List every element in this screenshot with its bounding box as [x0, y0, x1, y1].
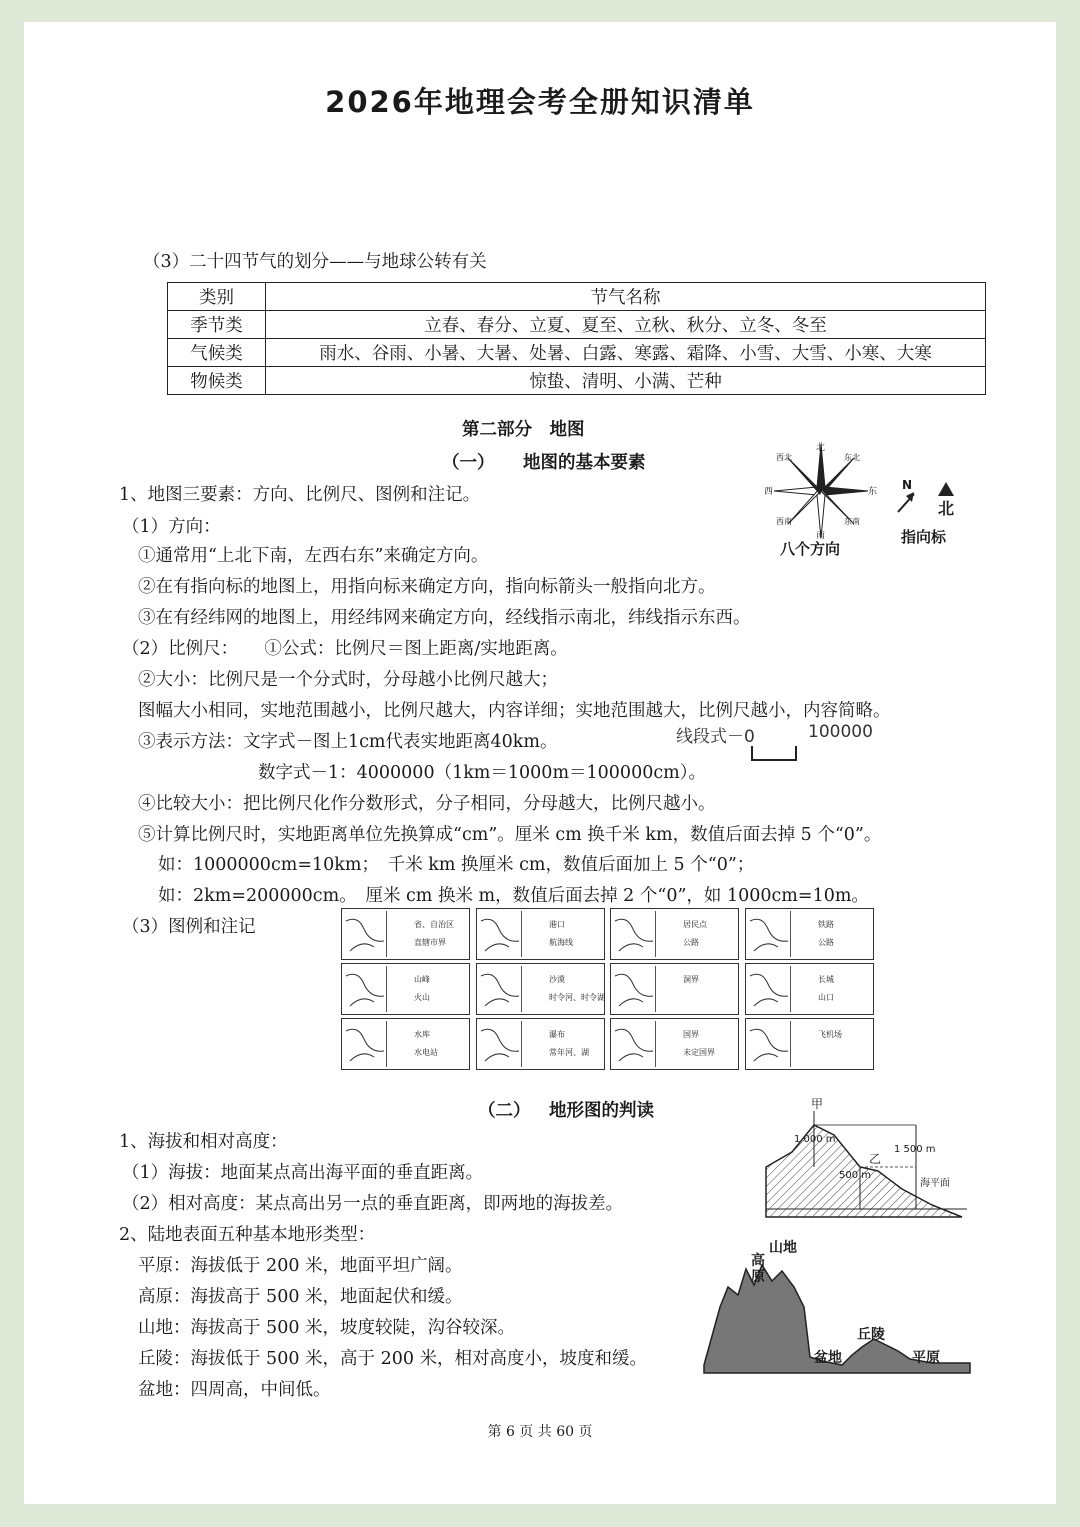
legend-label: 公路: [818, 938, 834, 947]
landform-gao: 高: [751, 1253, 765, 1269]
table-cell: 雨水、谷雨、小暑、大暑、处暑、白露、寒露、霜降、小雪、大雪、小寒、大寒: [266, 339, 986, 367]
legend-map-thumbnail: [748, 911, 791, 957]
legend-map-thumbnail: [748, 966, 791, 1012]
table-cell: 气候类: [168, 339, 266, 367]
height-1500: 1 500 m: [894, 1144, 936, 1155]
legend-map-thumbnail: [344, 966, 387, 1012]
north-arrow-icon: [894, 490, 918, 516]
compass-northwest: 西北: [776, 453, 792, 462]
legend-label: 长城: [818, 975, 834, 984]
text-line: （2）相对高度：某点高出另一点的垂直距离，即两地的海拔差。: [122, 1194, 624, 1214]
text-line: 丘陵：海拔低于 500 米，高于 200 米，相对高度小，坡度和缓。: [138, 1349, 648, 1369]
solar-terms-heading: （3）二十四节气的划分——与地球公转有关: [143, 252, 487, 272]
text-line: ③表示方法：文字式－图上1cm代表实地距离40km。: [138, 732, 558, 752]
text-line: 图幅大小相同，实地范围越小，比例尺越大，内容详细；实地范围越大，比例尺越小，内容简略。: [138, 701, 891, 721]
compass-southwest: 西南: [776, 517, 792, 526]
section-number: （二）: [478, 1101, 531, 1121]
landform-yuan: 原: [751, 1269, 765, 1285]
legend-map-thumbnail: [479, 911, 522, 957]
legend-label: 山峰: [414, 975, 430, 984]
legend-item: [476, 1018, 605, 1070]
solar-terms-table: [167, 282, 986, 395]
pointer-north: 北: [938, 499, 955, 518]
text-line: ⑤计算比例尺时，实地距离单位先换算成“cm”。厘米 cm 换千米 km，数值后面去掉 5 个“0”。: [138, 825, 882, 845]
scale-bar-label: 线段式－0: [676, 727, 755, 747]
legend-label: 航海线: [549, 938, 573, 947]
landform-pendi: 盆地: [814, 1350, 842, 1366]
legend-item: [341, 1018, 470, 1070]
legend-label: 时令河、时令湖: [549, 993, 605, 1002]
legend-item: [341, 963, 470, 1015]
legend-item: [610, 963, 739, 1015]
text-line: 如：2km=200000cm。 厘米 cm 换米 m，数值后面去掉 2 个“0”，如 1000cm=10m。: [158, 886, 869, 906]
table-cell: 惊蛰、清明、小满、芒种: [266, 367, 986, 395]
height-500: 500 m: [839, 1170, 872, 1181]
legend-label: 飞机场: [818, 1030, 842, 1039]
text-line: ①通常用“上北下南，左西右东”来确定方向。: [138, 546, 489, 566]
legend-label: 省、自治区: [414, 920, 454, 929]
text-line: （3）图例和注记: [122, 917, 256, 937]
document-page: [24, 22, 1056, 1504]
section-number: （一）: [442, 453, 495, 473]
height-1000: 1 000 m: [794, 1134, 836, 1145]
pointer-letter: N: [902, 478, 913, 492]
compass-caption: 八个方向: [780, 540, 841, 558]
table-cell: 物候类: [168, 367, 266, 395]
scale-bar-value: 100000: [808, 722, 873, 742]
legend-label: 水电站: [414, 1048, 438, 1057]
text-line: 山地：海拔高于 500 米，坡度较陡，沟谷较深。: [138, 1318, 516, 1338]
legend-map-thumbnail: [344, 911, 387, 957]
text-line: ②大小：比例尺是一个分式时，分母越小比例尺越大；: [138, 670, 558, 690]
legend-label: 居民点: [683, 920, 707, 929]
compass-south: 南: [816, 531, 826, 541]
legend-label: 未定国界: [683, 1048, 715, 1057]
section-title: 地图的基本要素: [523, 453, 646, 473]
table-row: [168, 339, 986, 367]
page-title: 2026年地理会考全册知识清单: [325, 85, 755, 119]
table-cell: 季节类: [168, 311, 266, 339]
legend-item: [745, 1018, 874, 1070]
legend-label: 常年河、湖: [549, 1048, 589, 1057]
table-header-cell: 类别: [168, 283, 266, 311]
text-line: 1、地图三要素：方向、比例尺、图例和注记。: [119, 485, 481, 505]
section-title: 地形图的判读: [549, 1101, 654, 1121]
landform-qiuling: 丘陵: [857, 1327, 885, 1343]
legend-item: [610, 1018, 739, 1070]
legend-label: 水库: [414, 1030, 430, 1039]
legend-label: 瀑布: [549, 1030, 565, 1039]
compass-east: 东: [868, 487, 878, 497]
text-line: ④比较大小：把比例尺化作分数形式，分子相同，分母越大，比例尺越小。: [138, 794, 716, 814]
legend-label: 国界: [683, 1030, 699, 1039]
legend-item: [745, 908, 874, 960]
legend-map-thumbnail: [479, 1021, 522, 1067]
text-line: 平原：海拔低于 200 米，地面平坦广阔。: [138, 1256, 463, 1276]
legend-label: 山口: [818, 993, 834, 1002]
scale-bar-graphic: [742, 742, 802, 766]
text-line: （2）比例尺： ①公式：比例尺＝图上距离/实地距离。: [122, 639, 568, 659]
compass-southeast: 东南: [844, 517, 860, 526]
point-yi: 乙: [869, 1152, 882, 1166]
point-jia: 甲: [811, 1097, 824, 1111]
pointer-caption: 指向标: [901, 528, 947, 546]
compass-northeast: 东北: [844, 453, 860, 462]
text-line: ③在有经纬网的地图上，用经纬网来确定方向，经线指示南北，纬线指示东西。: [138, 608, 751, 628]
text-line: （1）方向：: [122, 517, 221, 537]
compass-north: 北: [816, 443, 826, 453]
text-line: ②在有指向标的地图上，用指向标来确定方向，指向标箭头一般指向北方。: [138, 577, 716, 597]
landform-pingyuan: 平原: [912, 1350, 940, 1366]
legend-label: 火山: [414, 993, 430, 1002]
altitude-diagram: [762, 1097, 972, 1227]
sea-level: 海平面: [920, 1178, 950, 1189]
legend-item: [341, 908, 470, 960]
legend-item: [745, 963, 874, 1015]
legend-map-thumbnail: [613, 966, 656, 1012]
compass-west: 西: [764, 487, 774, 497]
text-line: 数字式－1：4000000（1km＝1000m＝100000cm）。: [258, 763, 706, 783]
text-line: 如：1000000cm=10km； 千米 km 换厘米 cm，数值后面加上 5 个“0”；: [158, 855, 755, 875]
text-line: 高原：海拔高于 500 米，地面起伏和缓。: [138, 1287, 463, 1307]
landform-shandi: 山地: [769, 1240, 797, 1256]
table-header-row: [168, 283, 986, 311]
table-header-cell: 节气名称: [266, 283, 986, 311]
legend-label: 公路: [683, 938, 699, 947]
legend-label: 沙漠: [549, 975, 565, 984]
legend-label: 直辖市界: [414, 938, 446, 947]
legend-map-thumbnail: [479, 966, 522, 1012]
legend-item: [610, 908, 739, 960]
legend-item: [476, 908, 605, 960]
table-cell: 立春、春分、立夏、夏至、立秋、秋分、立冬、冬至: [266, 311, 986, 339]
legend-item: [476, 963, 605, 1015]
legend-map-thumbnail: [344, 1021, 387, 1067]
text-line: 1、海拔和相对高度：: [119, 1132, 288, 1152]
legend-map-thumbnail: [748, 1021, 791, 1067]
text-line: 盆地：四周高，中间低。: [138, 1380, 331, 1400]
page-footer: 第 6 页 共 60 页: [487, 1424, 593, 1440]
text-line: 2、陆地表面五种基本地形类型：: [119, 1225, 376, 1245]
legend-map-thumbnail: [613, 911, 656, 957]
text-line: （1）海拔：地面某点高出海平面的垂直距离。: [122, 1163, 484, 1183]
table-row: [168, 311, 986, 339]
legend-map-thumbnail: [613, 1021, 656, 1067]
legend-label: 铁路: [818, 920, 834, 929]
table-row: [168, 367, 986, 395]
part-title: 第二部分 地图: [462, 420, 585, 440]
legend-label: 洞界: [683, 975, 699, 984]
legend-label: 港口: [549, 920, 565, 929]
